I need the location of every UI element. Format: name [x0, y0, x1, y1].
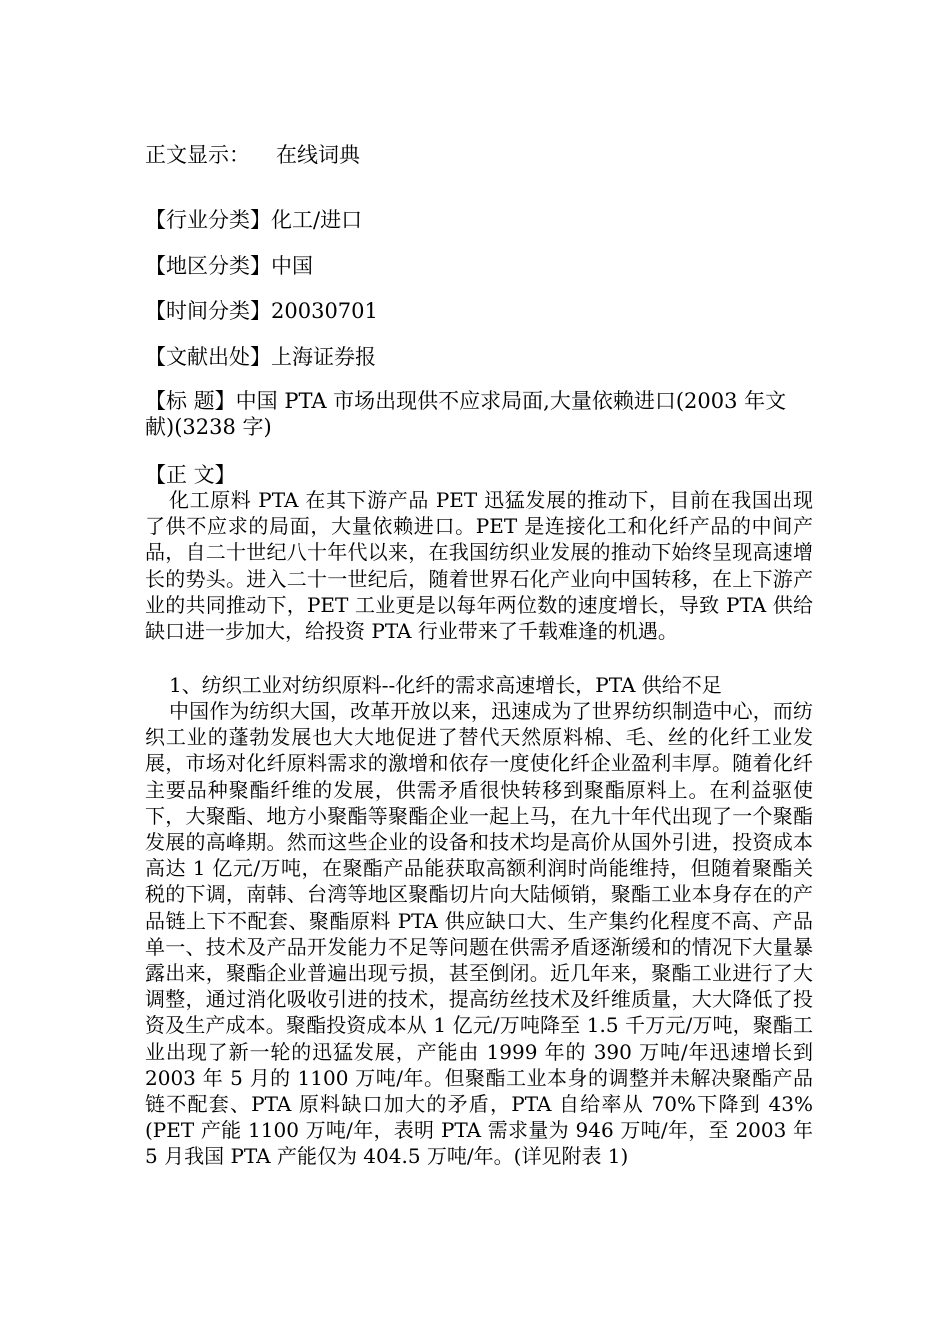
- display-label: 正文显示：: [145, 143, 250, 167]
- meta-industry: 【行业分类】化工/进口: [145, 208, 363, 232]
- section-heading-1: 1、纺织工业对纺织原料--化纤的需求高速增长，PTA 供给不足: [169, 673, 722, 697]
- meta-region: 【地区分类】中国: [145, 254, 313, 278]
- header-row: [145, 142, 360, 168]
- meta-date: 【时间分类】20030701: [145, 299, 378, 323]
- meta-title: 【标 题】中国 PTA 市场出现供不应求局面,大量依赖进口(2003 年文献)(3238 字): [145, 389, 787, 439]
- body-heading: 【正 文】: [145, 463, 236, 487]
- body-paragraph-1: 化工原料 PTA 在其下游产品 PET 迅猛发展的推动下，目前在我国出现了供不应求的局面，大量依赖进口。PET 是连接化工和化纤产品的中间产品，自二十世纪八十年代以来，在我国纺织业发展的推动下始终呈现高速增长的势头。进入二十一世纪后，随着世界石化产业向中国转移，在上下游产业的共同推动下，PET 工业更是以每年两位数的速度增长，导致 PTA 供给缺口进一步加大，给投资 PTA 行业带来了千载难逢的机遇。: [145, 488, 813, 644]
- body-paragraph-2: 中国作为纺织大国，改革开放以来，迅速成为了世界纺织制造中心，而纺织工业的蓬勃发展也大大地促进了替代天然原料棉、毛、丝的化纤工业发展，市场对化纤原料需求的激增和依存一度使化纤企业盈利丰厚。随着化纤主要品种聚酯纤维的发展，供需矛盾很快转移到聚酯原料上。在利益驱使下，大聚酯、地方小聚酯等聚酯企业一起上马，在九十年代出现了一个聚酯发展的高峰期。然而这些企业的设备和技术均是高价从国外引进，投资成本高达 1 亿元/万吨，在聚酯产品能获取高额利润时尚能维持，但随着聚酯关税的下调，南韩、台湾等地区聚酯切片向大陆倾销，聚酯工业本身存在的产品链上下不配套、聚酯原料 PTA 供应缺口大、生产集约化程度不高、产品单一、技术及产品开发能力不足等问题在供需矛盾逐渐缓和的情况下大量暴露出来，聚酯企业普遍出现亏损，甚至倒闭。近几年来，聚酯工业进行了大调整，通过消化吸收引进的技术，提高纺丝技术及纤维质量，大大降低了投资及生产成本。聚酯投资成本从 1 亿元/万吨降至 1.5 千万元/万吨，聚酯工业出现了新一轮的迅猛发展，产能由 1999 年的 390 万吨/年迅速增长到 2003 年 5 月的 1100 万吨/年。但聚酯工业本身的调整并未解决聚酯产品链不配套、PTA 原料缺口加大的矛盾，PTA 自给率从 70%下降到 43%(PET 产能 1100 万吨/年，表明 PTA 需求量为 946 万吨/年，至 2003 年 5 月我国 PTA 产能仅为 404.5 万吨/年。(详见附表 1): [145, 699, 813, 1169]
- dictionary-link[interactable]: 在线词典: [276, 143, 360, 167]
- meta-source: 【文献出处】上海证券报: [145, 345, 376, 369]
